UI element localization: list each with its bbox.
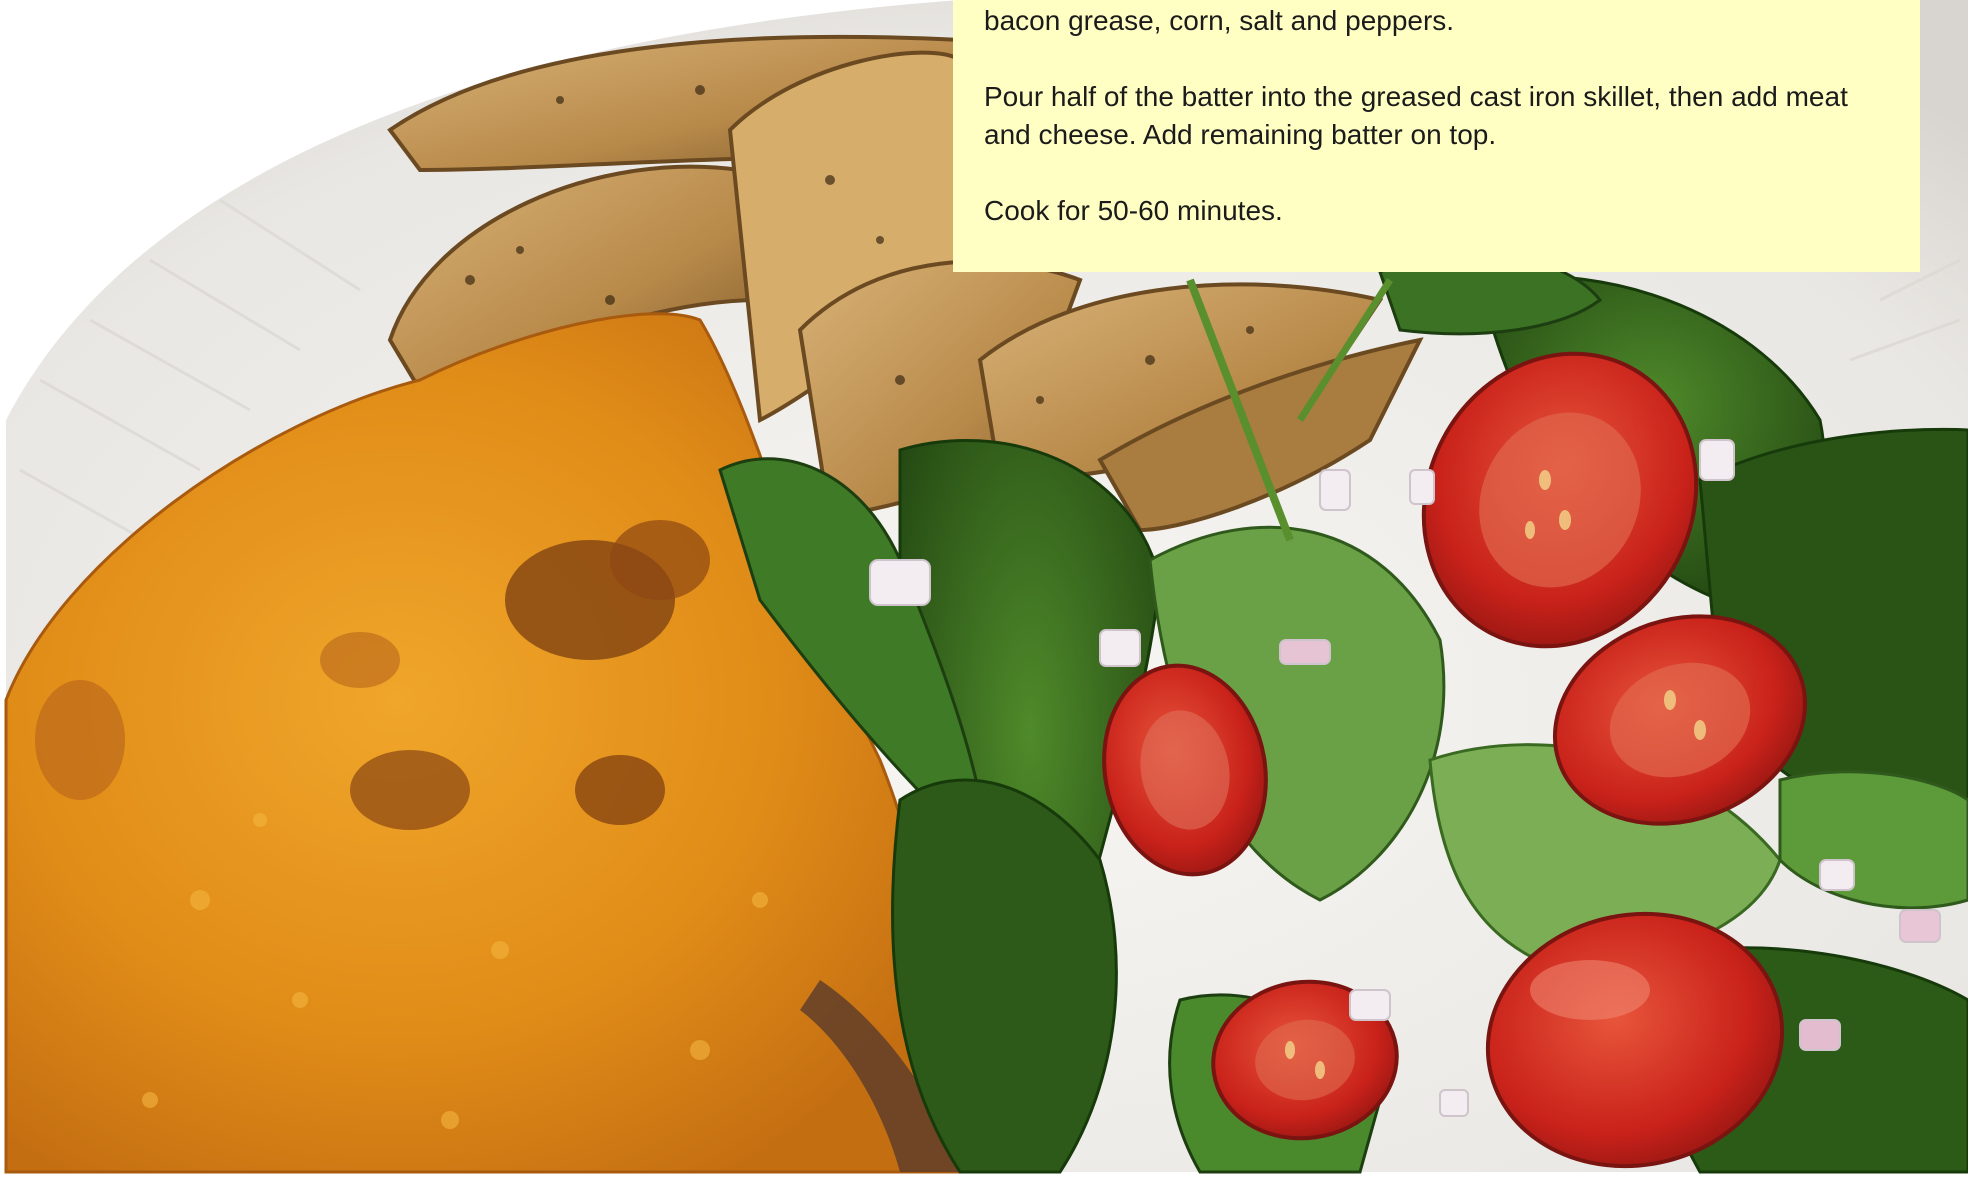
recipe-step-pour: Pour half of the batter into the greased cast iron skillet, then add meat and cheese. Add remaining batter on top. bbox=[984, 81, 1848, 150]
recipe-step-continued: bacon grease, corn, salt and peppers. bbox=[984, 5, 1455, 36]
recipe-note bbox=[953, 0, 1920, 272]
recipe-step-cook: Cook for 50-60 minutes. bbox=[984, 195, 1283, 226]
